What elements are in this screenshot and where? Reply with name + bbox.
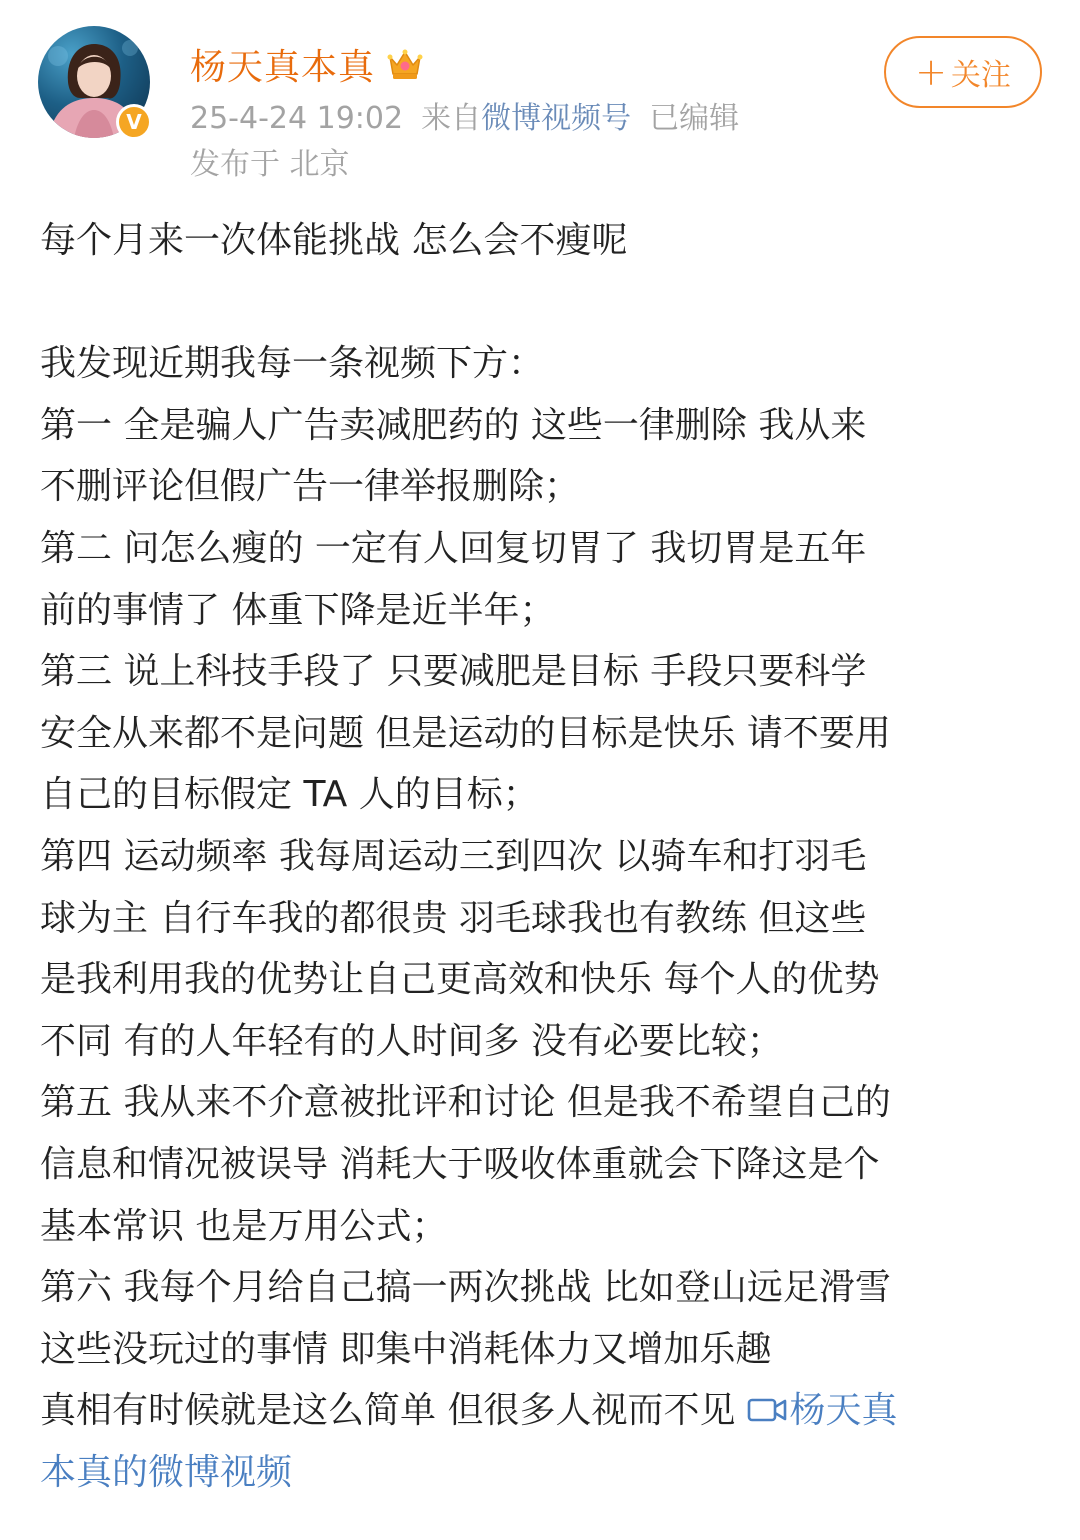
content-line: 不删评论但假广告一律举报删除； (40, 466, 581, 508)
crown-icon (385, 44, 425, 84)
content-line: 自己的目标假定 TA 人的目标； (40, 774, 539, 816)
edited-label[interactable]: 已编辑 (649, 101, 740, 136)
content-line: 信息和情况被误导 消耗大于吸收体重就会下降这是个 (40, 1143, 880, 1185)
video-link-continued[interactable]: 本真的微博视频 (40, 1451, 293, 1493)
follow-button[interactable] (884, 36, 1042, 108)
content-line: 第六 我每个月给自己搞一两次挑战 比如登山远足滑雪 (40, 1267, 891, 1309)
post-location: 发布于 北京 (190, 147, 350, 182)
content-line: 不同 有的人年轻有的人时间多 没有必要比较； (40, 1020, 783, 1062)
video-link-text-part1: 杨天真 (789, 1390, 898, 1432)
video-link[interactable] (735, 1390, 897, 1431)
source-link[interactable]: 微博视频号 (481, 101, 632, 136)
video-camera-icon (747, 1395, 787, 1425)
content-line: 第三 说上科技手段了 只要减肥是目标 手段只要科学 (40, 651, 867, 693)
content-line: 这些没玩过的事情 即集中消耗体力又增加乐趣 (40, 1328, 772, 1370)
verified-v-icon: V (116, 104, 152, 140)
content-line: 我发现近期我每一条视频下方： (40, 343, 545, 385)
content-line: 第二 问怎么瘦的 一定有人回复切胃了 我切胃是五年 (40, 527, 867, 569)
content-line: 前的事情了 体重下降是近半年； (40, 589, 556, 631)
content-line: 每个月来一次体能挑战 怎么会不瘦呢 (40, 220, 628, 261)
post-meta (190, 98, 739, 140)
plus-icon: + (915, 50, 947, 94)
content-line-with-link (40, 1380, 1050, 1442)
post-time: 25-4-24 19:02 (190, 101, 404, 136)
content-line: 是我利用我的优势让自己更高效和快乐 每个人的优势 (40, 959, 880, 1001)
content-line-text: 真相有时候就是这么简单 但很多人视而不见 (40, 1390, 736, 1432)
content-line: 第一 全是骗人广告卖减肥药的 这些一律删除 我从来 (40, 404, 867, 446)
content-line: 安全从来都不是问题 但是运动的目标是快乐 请不要用 (40, 712, 891, 754)
author-name[interactable]: 杨天真本真 (190, 46, 376, 88)
content-line: 第四 运动频率 我每周运动三到四次 以骑车和打羽毛 (40, 835, 867, 877)
content-blank-line (40, 272, 1050, 334)
content-line (40, 1442, 1050, 1504)
content-line: 第五 我从来不介意被批评和讨论 但是我不希望自己的 (40, 1082, 891, 1124)
content-line: 球为主 自行车我的都很贵 羽毛球我也有教练 但这些 (40, 897, 867, 939)
content-line: 基本常识 也是万用公式； (40, 1205, 448, 1247)
follow-label: 关注 (950, 58, 1011, 93)
author-name-row (190, 36, 425, 92)
post-header (0, 0, 1080, 200)
post-content (40, 210, 1050, 1503)
source-prefix: 来自 (421, 101, 482, 136)
